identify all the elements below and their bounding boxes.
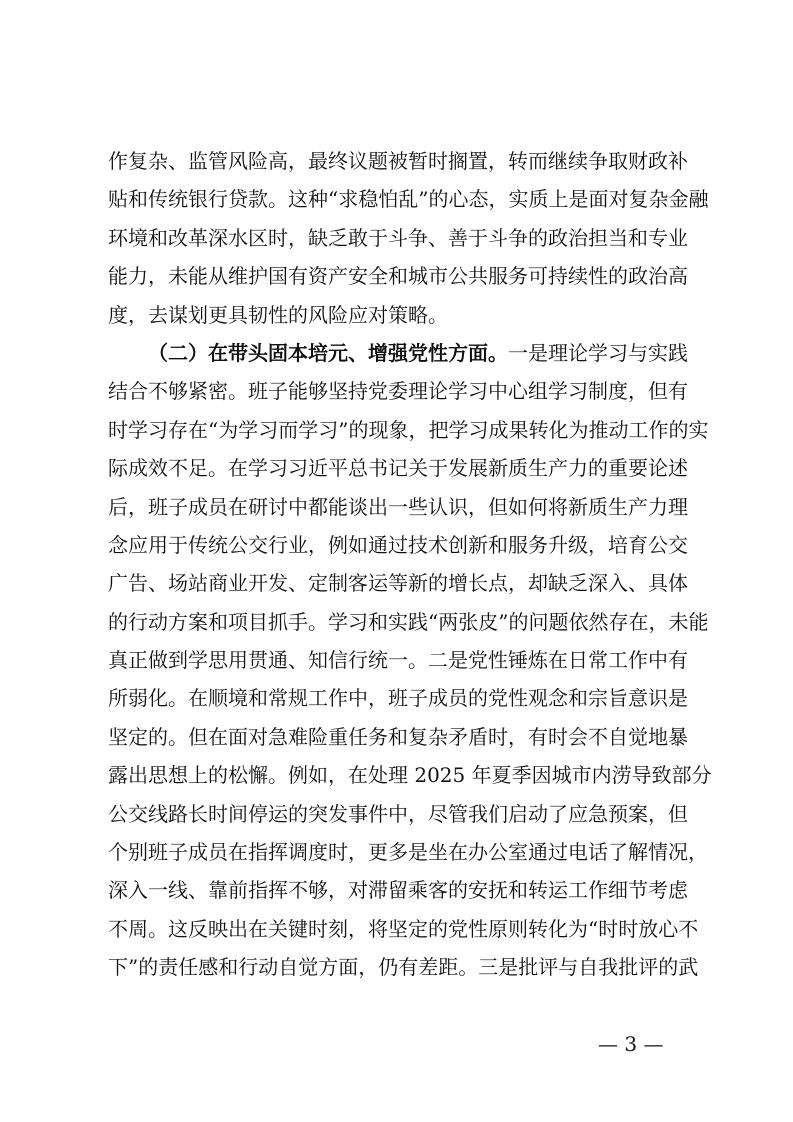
text-run: 一是理论学习与实践 <box>508 340 688 365</box>
document-body <box>108 142 712 987</box>
paragraph-2 <box>108 334 712 987</box>
text-line: 能力，未能从维护国有资产安全和城市公共服务可持续性的政治高 <box>108 264 688 289</box>
text-line: 环境和改革深水区时，缺乏敢于斗争、善于斗争的政治担当和专业 <box>108 225 688 250</box>
text-line: 露出思想上的松懈。例如，在处理 2025 年夏季因城市内涝导致部分 <box>108 763 712 788</box>
text-line: 公交线路长时间停运的突发事件中，尽管我们启动了应急预案，但 <box>108 801 688 826</box>
text-line: 真正做到学思用贯通、知信行统一。二是党性锤炼在日常工作中有 <box>108 648 688 673</box>
text-line: 深入一线、靠前指挥不够，对滞留乘客的安抚和转运工作细节考虑 <box>108 878 688 903</box>
text-line: 贴和传统银行贷款。这种“求稳怕乱”的心态，实质上是面对复杂金融 <box>108 187 709 212</box>
text-line: 作复杂、监管风险高，最终议题被暂时搁置，转而继续争取财政补 <box>108 149 688 173</box>
text-line: 广告、场站商业开发、定制客运等新的增长点，却缺乏深入、具体 <box>108 571 688 596</box>
text-line: 后，班子成员在研讨中都能谈出一些认识，但如何将新质生产力理 <box>108 494 688 519</box>
text-line: 的行动方案和项目抓手。学习和实践“两张皮”的问题依然存在，未能 <box>108 609 709 634</box>
text-line: 度，去谋划更具韧性的风险应对策略。 <box>108 302 448 327</box>
text-line: 不周。这反映出在关键时刻，将坚定的党性原则转化为“时时放心不 <box>108 916 699 941</box>
text-line: 下”的责任感和行动自觉方面，仍有差距。三是批评与自我批评的武 <box>108 955 699 980</box>
text-line: 个别班子成员在指挥调度时，更多是坐在办公室通过电话了解情况， <box>108 840 708 865</box>
paragraph-1 <box>108 142 709 334</box>
text-line: 念应用于传统公交行业，例如通过技术创新和服务升级，培育公交 <box>108 532 688 557</box>
page-number: — 3 — <box>598 1032 664 1056</box>
section-heading: （二）在带头固本培元、增强党性方面。 <box>148 340 508 365</box>
text-line: 所弱化。在顺境和常规工作中，班子成员的党性观念和宗旨意识是 <box>108 686 688 711</box>
text-line: 结合不够紧密。班子能够坚持党委理论学习中心组学习制度，但有 <box>108 379 688 404</box>
text-line: 坚定的。但在面对急难险重任务和复杂矛盾时，有时会不自觉地暴 <box>108 724 688 749</box>
text-line: 时学习存在“为学习而学习”的现象，把学习成果转化为推动工作的实 <box>108 417 709 442</box>
text-line <box>108 334 686 372</box>
text-line: 际成效不足。在学习习近平总书记关于发展新质生产力的重要论述 <box>108 456 688 481</box>
